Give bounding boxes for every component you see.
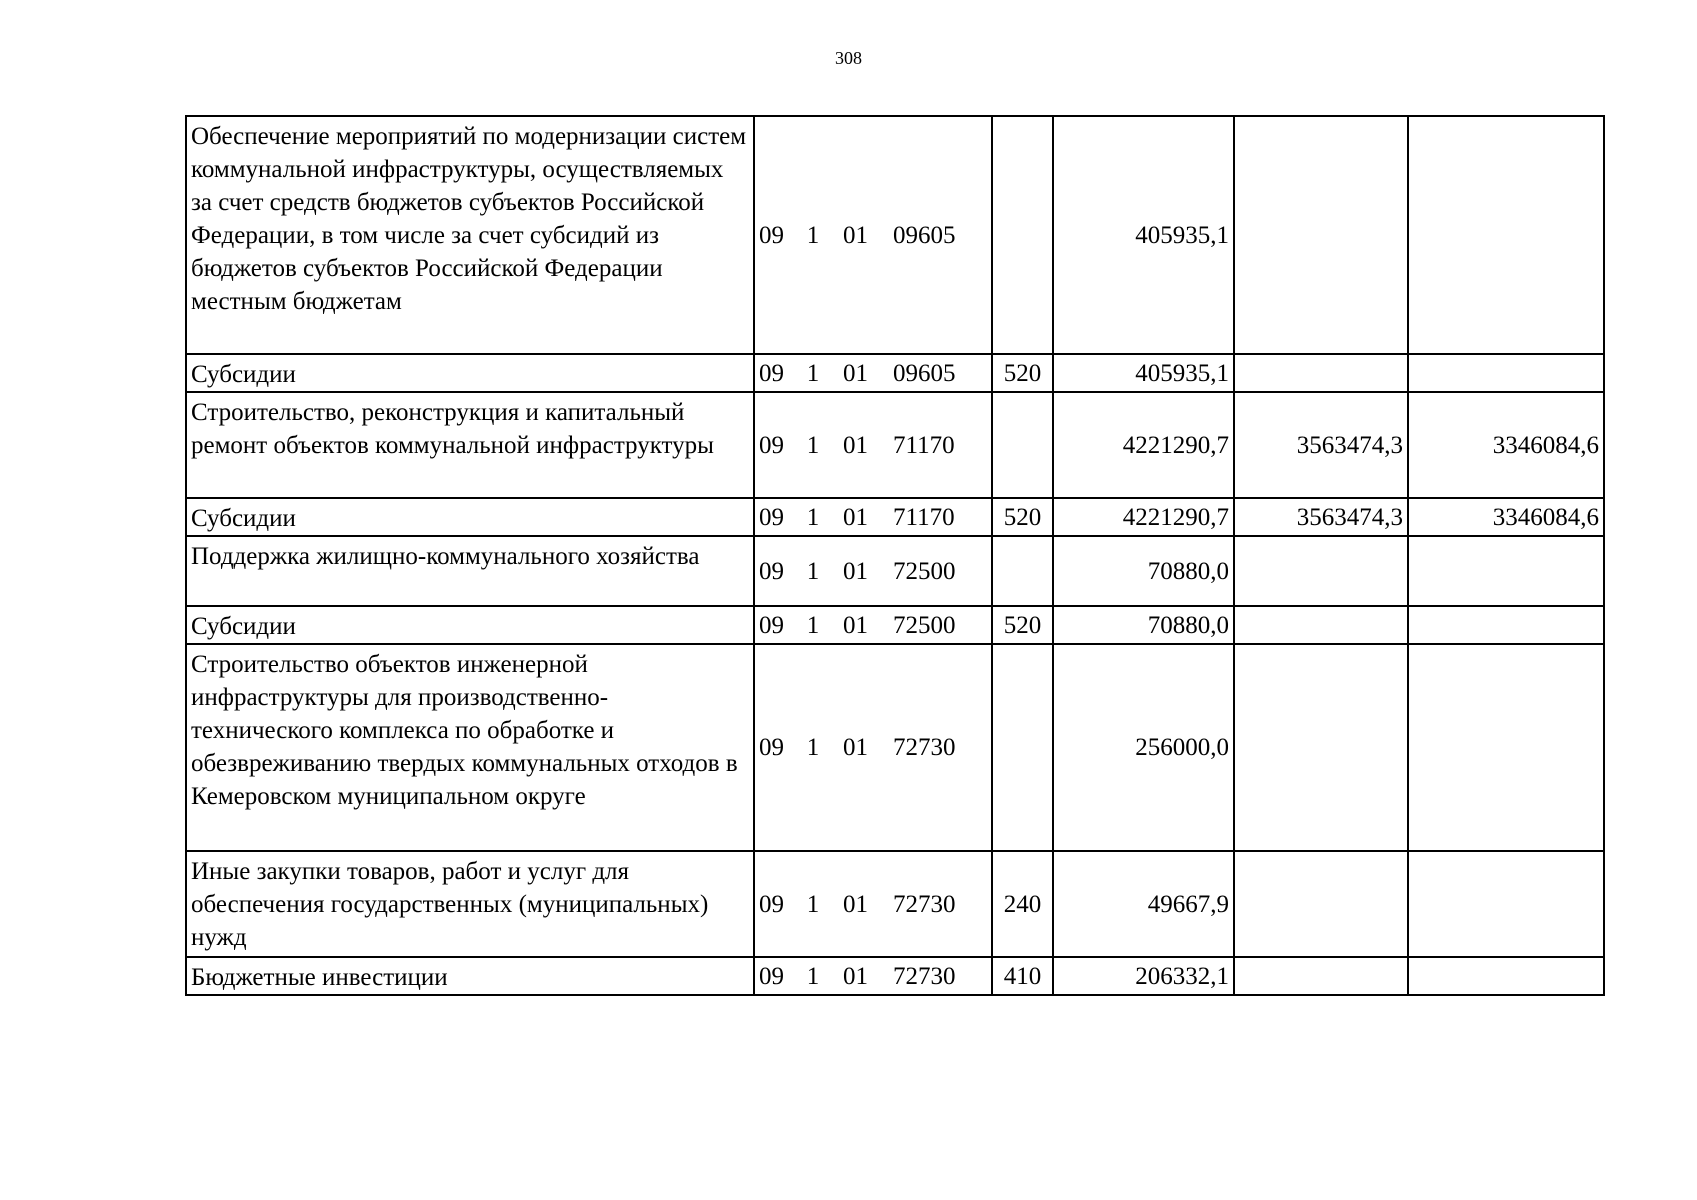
expense-type-code: 520 bbox=[992, 498, 1053, 536]
expense-type-code: 520 bbox=[992, 606, 1053, 644]
code-measure: 01 bbox=[843, 734, 868, 761]
amount-year-1: 256000,0 bbox=[1053, 644, 1234, 851]
code-subprogram: 1 bbox=[806, 890, 820, 918]
page-number: 308 bbox=[835, 48, 862, 68]
amount-year-3 bbox=[1408, 536, 1604, 606]
amount-year-3 bbox=[1408, 354, 1604, 392]
code-measure: 01 bbox=[843, 557, 868, 585]
table-row bbox=[186, 644, 1604, 851]
row-name: Бюджетные инвестиции bbox=[186, 957, 754, 995]
code-measure: 01 bbox=[843, 503, 868, 531]
amount-year-2 bbox=[1234, 644, 1408, 851]
row-name: Субсидии bbox=[186, 354, 754, 392]
table-row bbox=[186, 116, 1604, 354]
amount-year-2 bbox=[1234, 606, 1408, 644]
code-program: 09 bbox=[759, 611, 784, 639]
code-measure: 01 bbox=[843, 431, 868, 459]
code-subprogram: 1 bbox=[806, 962, 820, 990]
amount-year-3 bbox=[1408, 606, 1604, 644]
code-subprogram: 1 bbox=[806, 431, 820, 459]
code-subprogram: 1 bbox=[806, 221, 820, 249]
amount-year-2 bbox=[1234, 354, 1408, 392]
expense-type-code bbox=[992, 392, 1053, 498]
expense-type-code: 410 bbox=[992, 957, 1053, 995]
code-subprogram: 1 bbox=[806, 557, 820, 585]
target-article-code bbox=[754, 851, 992, 957]
amount-year-1: 405935,1 bbox=[1053, 354, 1234, 392]
amount-year-2 bbox=[1234, 957, 1408, 995]
code-direction: 71170 bbox=[893, 503, 955, 531]
code-subprogram: 1 bbox=[806, 359, 820, 387]
target-article-code bbox=[754, 606, 992, 644]
table-row bbox=[186, 851, 1604, 957]
row-name: Строительство, реконструкция и капитальный ремонт объектов коммунальной инфраструктуры bbox=[186, 392, 754, 498]
amount-year-2 bbox=[1234, 851, 1408, 957]
table-row bbox=[186, 498, 1604, 536]
code-direction: 09605 bbox=[893, 221, 956, 249]
amount-year-3: 3346084,6 bbox=[1408, 498, 1604, 536]
target-article-code bbox=[754, 536, 992, 606]
code-program: 09 bbox=[759, 359, 784, 387]
expense-type-code: 240 bbox=[992, 851, 1053, 957]
budget-table bbox=[185, 115, 1605, 996]
expense-type-code: 520 bbox=[992, 354, 1053, 392]
amount-year-3: 3346084,6 bbox=[1408, 392, 1604, 498]
code-direction: 09605 bbox=[893, 359, 956, 387]
code-measure: 01 bbox=[843, 221, 868, 249]
amount-year-2 bbox=[1234, 536, 1408, 606]
amount-year-3 bbox=[1408, 116, 1604, 354]
row-name: Субсидии bbox=[186, 498, 754, 536]
code-direction: 72500 bbox=[893, 611, 956, 639]
amount-year-2 bbox=[1234, 116, 1408, 354]
amount-year-1: 4221290,7 bbox=[1053, 392, 1234, 498]
code-subprogram: 1 bbox=[806, 503, 820, 531]
expense-type-code bbox=[992, 116, 1053, 354]
code-subprogram: 1 bbox=[806, 611, 820, 639]
code-program: 09 bbox=[759, 557, 784, 585]
table-row bbox=[186, 606, 1604, 644]
row-name: Поддержка жилищно-коммунального хозяйства bbox=[186, 536, 754, 606]
table-row bbox=[186, 957, 1604, 995]
target-article-code bbox=[754, 116, 992, 354]
target-article-code bbox=[754, 354, 992, 392]
row-name: Обеспечение мероприятий по модернизации систем коммунальной инфраструктуры, осуществляемых за счет средств бюджетов субъектов Российской Федерации, в том числе за счет субсидий из бюджетов субъектов Российской Федерации местным бюджетам bbox=[186, 116, 754, 354]
target-article-code bbox=[754, 644, 992, 851]
code-measure: 01 bbox=[843, 359, 868, 387]
code-program: 09 bbox=[759, 221, 784, 249]
code-direction: 72730 bbox=[893, 890, 956, 918]
amount-year-1: 70880,0 bbox=[1053, 606, 1234, 644]
code-subprogram: 1 bbox=[806, 734, 820, 761]
amount-year-1: 49667,9 bbox=[1053, 851, 1234, 957]
code-program: 09 bbox=[759, 503, 784, 531]
expense-type-code bbox=[992, 536, 1053, 606]
code-measure: 01 bbox=[843, 962, 868, 990]
table-row bbox=[186, 392, 1604, 498]
amount-year-2: 3563474,3 bbox=[1234, 498, 1408, 536]
amount-year-3 bbox=[1408, 957, 1604, 995]
code-program: 09 bbox=[759, 890, 784, 918]
amount-year-1: 70880,0 bbox=[1053, 536, 1234, 606]
code-direction: 71170 bbox=[893, 431, 955, 459]
expense-type-code bbox=[992, 644, 1053, 851]
amount-year-3 bbox=[1408, 644, 1604, 851]
target-article-code bbox=[754, 957, 992, 995]
amount-year-1: 4221290,7 bbox=[1053, 498, 1234, 536]
amount-year-3 bbox=[1408, 851, 1604, 957]
amount-year-1: 405935,1 bbox=[1053, 116, 1234, 354]
table-row bbox=[186, 354, 1604, 392]
code-program: 09 bbox=[759, 962, 784, 990]
table-row bbox=[186, 536, 1604, 606]
row-name: Субсидии bbox=[186, 606, 754, 644]
code-direction: 72730 bbox=[893, 734, 956, 761]
code-program: 09 bbox=[759, 734, 784, 761]
row-name: Иные закупки товаров, работ и услуг для обеспечения государственных (муниципальных) нужд bbox=[186, 851, 754, 957]
target-article-code bbox=[754, 392, 992, 498]
code-program: 09 bbox=[759, 431, 784, 459]
code-direction: 72500 bbox=[893, 557, 956, 585]
row-name: Строительство объектов инженерной инфраструктуры для производственно-технического комплекса по обработке и обезвреживанию твердых коммунальных отходов в Кемеровском муниципальном округе bbox=[186, 644, 754, 851]
code-direction: 72730 bbox=[893, 962, 956, 990]
amount-year-2: 3563474,3 bbox=[1234, 392, 1408, 498]
code-measure: 01 bbox=[843, 611, 868, 639]
target-article-code bbox=[754, 498, 992, 536]
amount-year-1: 206332,1 bbox=[1053, 957, 1234, 995]
code-measure: 01 bbox=[843, 890, 868, 918]
